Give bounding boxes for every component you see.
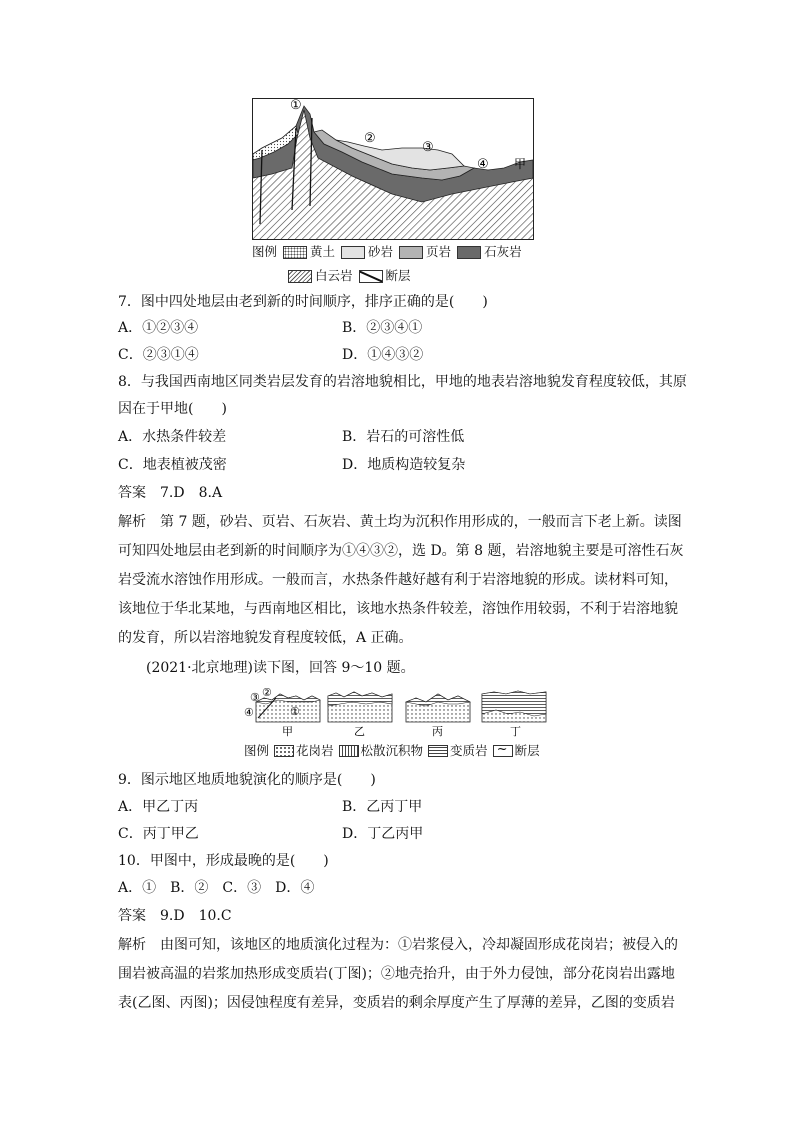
fig2-num-3: ③ — [250, 691, 260, 704]
label-circle-4: ④ — [477, 157, 489, 172]
panel-jia — [244, 688, 320, 738]
figure2-legend — [244, 742, 540, 760]
q9-option-c: C．丙丁甲乙 — [118, 826, 199, 842]
figure1-legend — [252, 242, 552, 286]
geologic-section-figure — [252, 98, 534, 240]
legend-sandstone: 砂岩 — [368, 244, 394, 259]
q8-option-d: D．地质构造较复杂 — [342, 457, 466, 473]
sandstone-swatch — [341, 246, 365, 259]
q7-option-a: A．①②③④ — [118, 320, 199, 336]
legend-title: 图例 — [252, 244, 278, 259]
explanation-9-10-line2: 围岩被高温的岩浆加热形成变质岩(丁图)；②地壳抬升，由于外力侵蚀，部分花岗岩出露地 — [118, 966, 675, 982]
shale-swatch — [399, 246, 423, 259]
question-7-stem: 7．图中四处地层由老到新的时间顺序，排序正确的是( ) — [118, 294, 488, 310]
label-jia: 甲 — [514, 157, 527, 171]
legend-metamorphic: 变质岩 — [450, 743, 488, 758]
answer-7-8: 答案 7.D 8.A — [118, 485, 223, 501]
question-9-stem: 9．图示地区地质地貌演化的顺序是( ) — [118, 772, 376, 788]
q7-option-c: C．②③①④ — [118, 347, 199, 363]
legend-shale: 页岩 — [426, 244, 452, 259]
legend-limestone: 石灰岩 — [484, 244, 522, 259]
evolution-figure — [242, 688, 554, 738]
explanation-9-10-line3: 表(乙图、丙图)；因侵蚀程度有差异，变质岩的剩余厚度产生了厚薄的差异，乙图的变质岩 — [118, 995, 675, 1011]
legend-granite: 花岗岩 — [296, 743, 334, 758]
label-circle-3: ③ — [422, 140, 434, 155]
fig2-label-ding: 丁 — [510, 725, 521, 738]
legend-loess: 黄土 — [310, 244, 336, 259]
explanation-9-10-line1: 解析 由图可知，该地区的地质演化过程为：①岩浆侵入，冷却凝固形成花岗岩；被侵入的 — [118, 937, 678, 953]
legend-loose-sediment: 松散沉积物 — [360, 743, 424, 758]
loose-sediment-swatch — [339, 745, 359, 757]
panel-bing — [406, 694, 470, 738]
fig2-num-2: ② — [262, 688, 272, 699]
q7-option-b: B．②③④① — [342, 320, 423, 336]
q7-option-d: D．①④③② — [342, 347, 424, 363]
fault-swatch-2 — [493, 745, 513, 757]
legend2-title: 图例 — [244, 743, 270, 758]
limestone-swatch — [457, 246, 481, 259]
q9-option-d: D．丁乙丙甲 — [342, 826, 424, 842]
dolomite-swatch — [288, 270, 312, 283]
explanation-7-8-line2: 可知四处地层由老到新的时间顺序为①④③②，选 D。第 8 题，岩溶地貌主要是可溶性石灰 — [118, 543, 684, 559]
label-circle-2: ② — [364, 131, 376, 146]
panel-ding — [482, 691, 546, 738]
explanation-7-8-line3: 岩受流水溶蚀作用形成。一般而言，水热条件越好越有利于岩溶地貌的形成。读材料可知， — [118, 572, 678, 588]
fig2-label-bing: 丙 — [432, 725, 443, 738]
loess-swatch — [283, 246, 307, 259]
q8-option-b: B．岩石的可溶性低 — [342, 429, 465, 445]
explanation-7-8-line1: 解析 第 7 题，砂岩、页岩、石灰岩、黄土均为沉积作用形成的，一般而言下老上新。读图 — [118, 514, 682, 530]
label-circle-1: ① — [290, 98, 302, 113]
explanation-7-8-line4: 该地位于华北某地，与西南地区相比，该地水热条件较差，溶蚀作用较弱，不利于岩溶地貌 — [118, 601, 678, 617]
fig2-label-jia: 甲 — [282, 725, 293, 738]
legend-dolomite: 白云岩 — [315, 268, 353, 283]
intro-9-10: (2021·北京地理)读下图，回答 9～10 题。 — [146, 660, 415, 676]
legend-fault: 断层 — [385, 268, 411, 283]
question-8-stem-line1: 8．与我国西南地区同类岩层发育的岩溶地貌相比，甲地的地表岩溶地貌发育程度较低，其原 — [118, 374, 687, 390]
q9-option-a: A．甲乙丁丙 — [118, 799, 199, 815]
q10-options: A．① B．② C．③ D．④ — [118, 880, 315, 896]
q9-option-b: B．乙丙丁甲 — [342, 799, 423, 815]
panel-yi — [328, 692, 392, 738]
q8-option-c: C．地表植被茂密 — [118, 457, 227, 473]
fig2-num-4: ④ — [244, 706, 254, 719]
explanation-7-8-line5: 的发育，所以岩溶地貌发育程度较低，A 正确。 — [118, 630, 413, 646]
fig2-num-1: ① — [290, 705, 300, 718]
question-8-stem-line2: 因在于甲地( ) — [118, 401, 227, 417]
fault-swatch — [359, 270, 383, 283]
granite-swatch — [274, 745, 294, 757]
metamorphic-swatch — [428, 745, 448, 757]
legend-fault-2: 断层 — [514, 743, 540, 758]
q8-option-a: A．水热条件较差 — [118, 429, 227, 445]
answer-9-10: 答案 9.D 10.C — [118, 908, 232, 924]
question-10-stem: 10．甲图中，形成最晚的是( ) — [118, 853, 329, 869]
fig2-label-yi: 乙 — [354, 725, 365, 738]
